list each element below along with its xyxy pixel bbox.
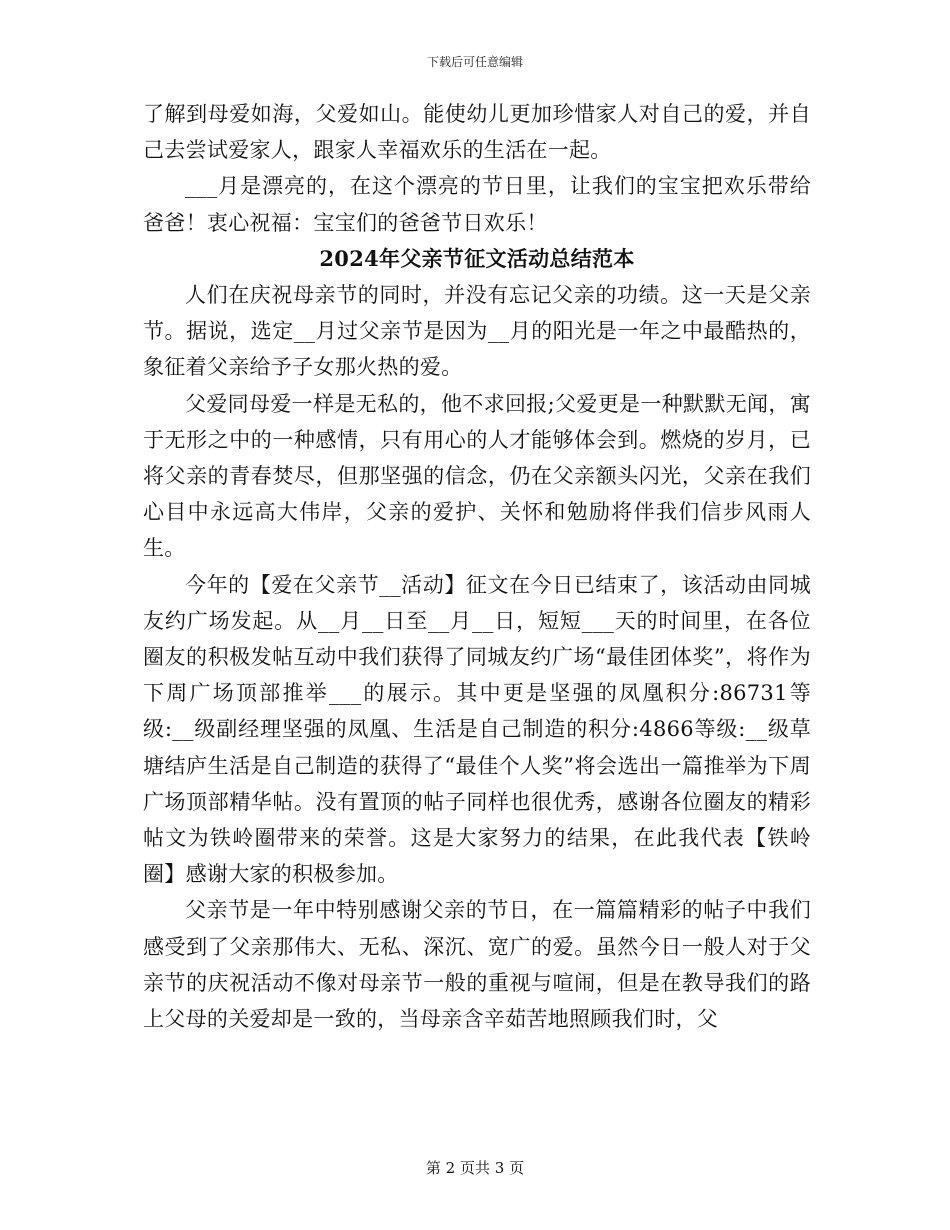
paragraph-fatherly-love: 父爱同母爱一样是无私的，他不求回报;父爱更是一种默默无闻，寓于无形之中的一种感情，只有用心的人才能够体会到。燃烧的岁月，已将父亲的青春焚尽，但那坚强的信念，仍在父亲额头闪光，父亲在我们心目中永远高大伟岸，父亲的爱护、关怀和勉励将伴我们信步风雨人生。 <box>143 391 811 561</box>
paragraph-gratitude: 父亲节是一年中特别感谢父亲的节日，在一篇篇精彩的帖子中我们感受到了父亲那伟大、无私、深沉、宽广的爱。虽然今日一般人对于父亲节的庆祝活动不像对母亲节一般的重视与喧闹，但是在教导我们的路上父母的关爱却是一致的，当母亲含辛茹苦地照顾我们时，父 <box>143 898 811 1032</box>
paragraph-blessing: ___月是漂亮的，在这个漂亮的节日里，让我们的宝宝把欢乐带给爸爸！衷心祝福：宝宝们的爸爸节日欢乐！ <box>143 174 811 235</box>
paragraph-intro-continued: 了解到母爱如海，父爱如山。能使幼儿更加珍惜家人对自己的爱，并自己去尝试爱家人，跟家人幸福欢乐的生活在一起。 <box>143 102 811 163</box>
document-title: 2024年父亲节征文活动总结范本 <box>319 245 635 271</box>
document-body <box>143 96 811 1037</box>
paragraph-origin: 人们在庆祝母亲节的同时，并没有忘记父亲的功绩。这一天是父亲节。据说，选定__月过父亲节是因为__月的阳光是一年之中最酷热的，象征着父亲给予子女那火热的爱。 <box>143 283 811 380</box>
page-header: 下载后可任意编辑 <box>426 55 523 69</box>
page-footer: 第 2 页共 3 页 <box>425 1159 525 1177</box>
paragraph-activity-summary: 今年的【爱在父亲节__活动】征文在今日已结束了，该活动由同城友约广场发起。从__月__日至__月__日，短短___天的时间里，在各位圈友的积极发帖互动中我们获得了同城友约广场“最佳团体奖”，将作为下周广场顶部推举___的展示。其中更是坚强的凤凰积分:86731等级:__级副经理坚强的凤凰、生活是自己制造的积分:4866等级:__级草塘结庐生活是自己制造的获得了“最佳个人奖”将会选出一篇推举为下周广场顶部精华帖。没有置顶的帖子同样也很优秀，感谢各位圈友的精彩帖文为铁岭圈带来的荣誉。这是大家努力的结果，在此我代表【铁岭圈】感谢大家的积极参加。 <box>143 572 811 887</box>
